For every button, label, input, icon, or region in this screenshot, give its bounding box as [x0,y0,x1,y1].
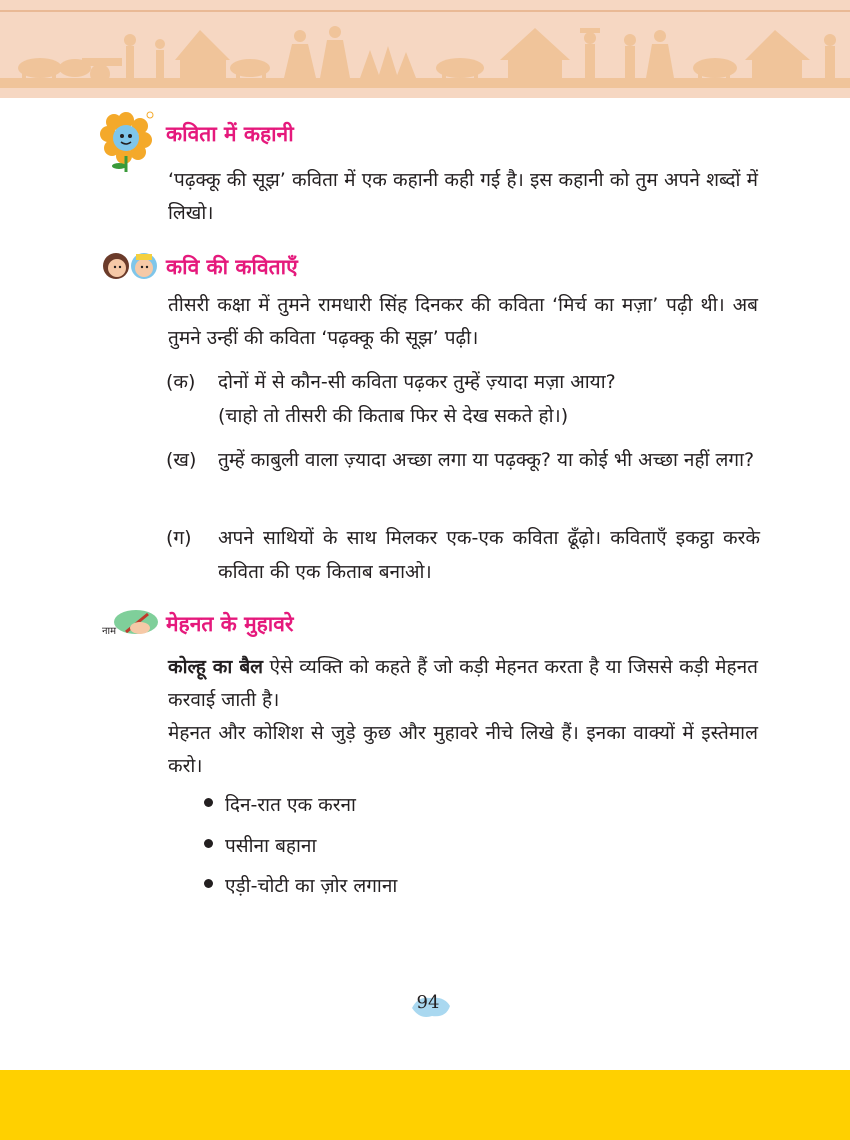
idiom-bullet: दिन-रात एक करना [204,790,356,820]
section-idiom-paragraph [168,651,758,717]
decorative-banner [0,0,850,98]
section-story-paragraph: ‘पढ़क्कू की सूझ’ कविता में एक कहानी कही गई है। इस कहानी को तुम अपने शब्दों में लिखो। [168,169,758,224]
question-item-ka [166,365,760,433]
question-label: (ग) [166,527,192,549]
page-number-badge [408,990,452,1024]
section-title-hard-work-idioms: मेहनत के मुहावरे [166,612,294,636]
bullet-dot [204,798,213,807]
question-text: दोनों में से कौन-सी कविता पढ़कर तुम्हें ज़्यादा मज़ा आया? [218,371,616,393]
bullet-dot [204,839,213,848]
question-text: तुम्हें काबुली वाला ज़्यादा अच्छा लगा या पढ़क्कू? या कोई भी अच्छा नहीं लगा? [218,449,755,471]
idiom-bold-lead: कोल्हू का बैल [168,656,264,678]
section-title-poet-poems: कवि की कविताएँ [166,255,298,279]
icon-caption: नाम [102,626,117,637]
writing-hand-icon [100,606,162,640]
section-title-story-in-poem: कविता में कहानी [166,122,294,146]
sunflower-icon [100,110,156,174]
question-item-ga [166,521,760,589]
question-label: (क) [166,371,196,393]
section-poet-paragraph: तीसरी कक्षा में तुमने रामधारी सिंह दिनकर की कविता ‘मिर्च का मज़ा’ पढ़ी थी। अब तुमने उन्हीं की कविता ‘पढ़क्कू की सूझ’ पढ़ी। [168,294,758,349]
question-label: (ख) [166,449,197,471]
question-item-kha [166,443,760,477]
idiom-bullet: एड़ी-चोटी का ज़ोर लगाना [204,871,397,901]
idiom-bullet: पसीना बहाना [204,831,316,861]
children-icon [100,250,162,284]
section-idiom-instruction: मेहनत और कोशिश से जुड़े कुछ और मुहावरे नीचे लिखे हैं। इनका वाक्यों में इस्तेमाल करो। [168,722,758,777]
question-text: अपने साथियों के साथ मिलकर एक-एक कविता ढूँढ़ो। कविताएँ इकट्ठा करके कविता की एक किताब बनाओ। [218,527,760,583]
bullet-dot [204,879,213,888]
footer-band [0,1070,850,1140]
page-number: 94 [416,992,440,1013]
question-note: (चाहो तो तीसरी की किताब फिर से देख सकते हो।) [218,405,569,427]
idiom-definition: ऐसे व्यक्ति को कहते हैं जो कड़ी मेहनत करता है या जिससे कड़ी मेहनत करवाई जाती है। [168,656,759,711]
